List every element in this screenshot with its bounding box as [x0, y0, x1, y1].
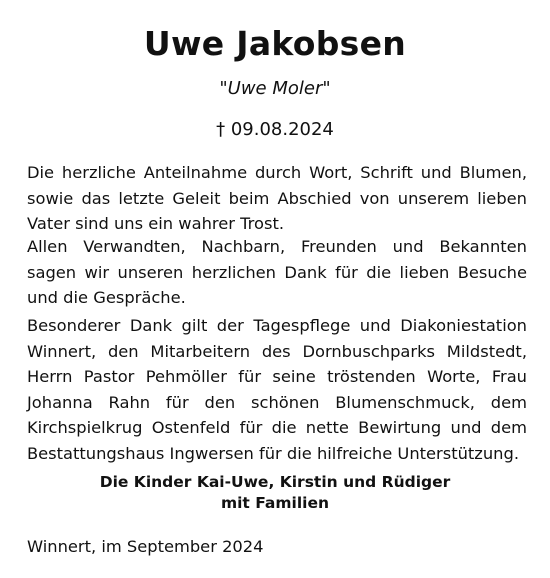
obituary-nickname: "Uwe Moler" — [219, 78, 331, 99]
thanks-paragraph-1: Die herzliche Anteilnahme durch Wort, Schrift und Blumen, sowie das letzte Geleit beim Abschied von unserem lieben Vater sind uns ein wahrer Trost. — [27, 163, 527, 234]
place-and-date: Winnert, im September 2024 — [27, 537, 264, 556]
signers-block — [0, 472, 550, 514]
thanks-paragraph-3: Besonderer Dank gilt der Tagespflege und Diakoniestation Winnert, den Mitarbeitern des Dornbuschparks Mildstedt, Herrn Pastor Pehmöller für seine tröstenden Worte, Frau Johanna Rahn für den schönen Blumenschmuck, dem Kirchspielkrug Ostenfeld für die nette Bewirtung und dem Bestattungshaus Ingwersen für die hilfreiche Unterstützung. — [27, 316, 527, 463]
signers-line-2: mit Familien — [220, 494, 330, 512]
death-date: † 09.08.2024 — [216, 119, 334, 140]
signers-line-1: Die Kinder Kai-Uwe, Kirstin und Rüdiger — [99, 473, 451, 491]
thanks-paragraph-2: Allen Verwandten, Nachbarn, Freunden und Bekannten sagen wir unseren herzlichen Dank für die lieben Besuche und die Gespräche. — [27, 237, 527, 308]
obituary-name: Uwe Jakobsen — [143, 24, 407, 63]
